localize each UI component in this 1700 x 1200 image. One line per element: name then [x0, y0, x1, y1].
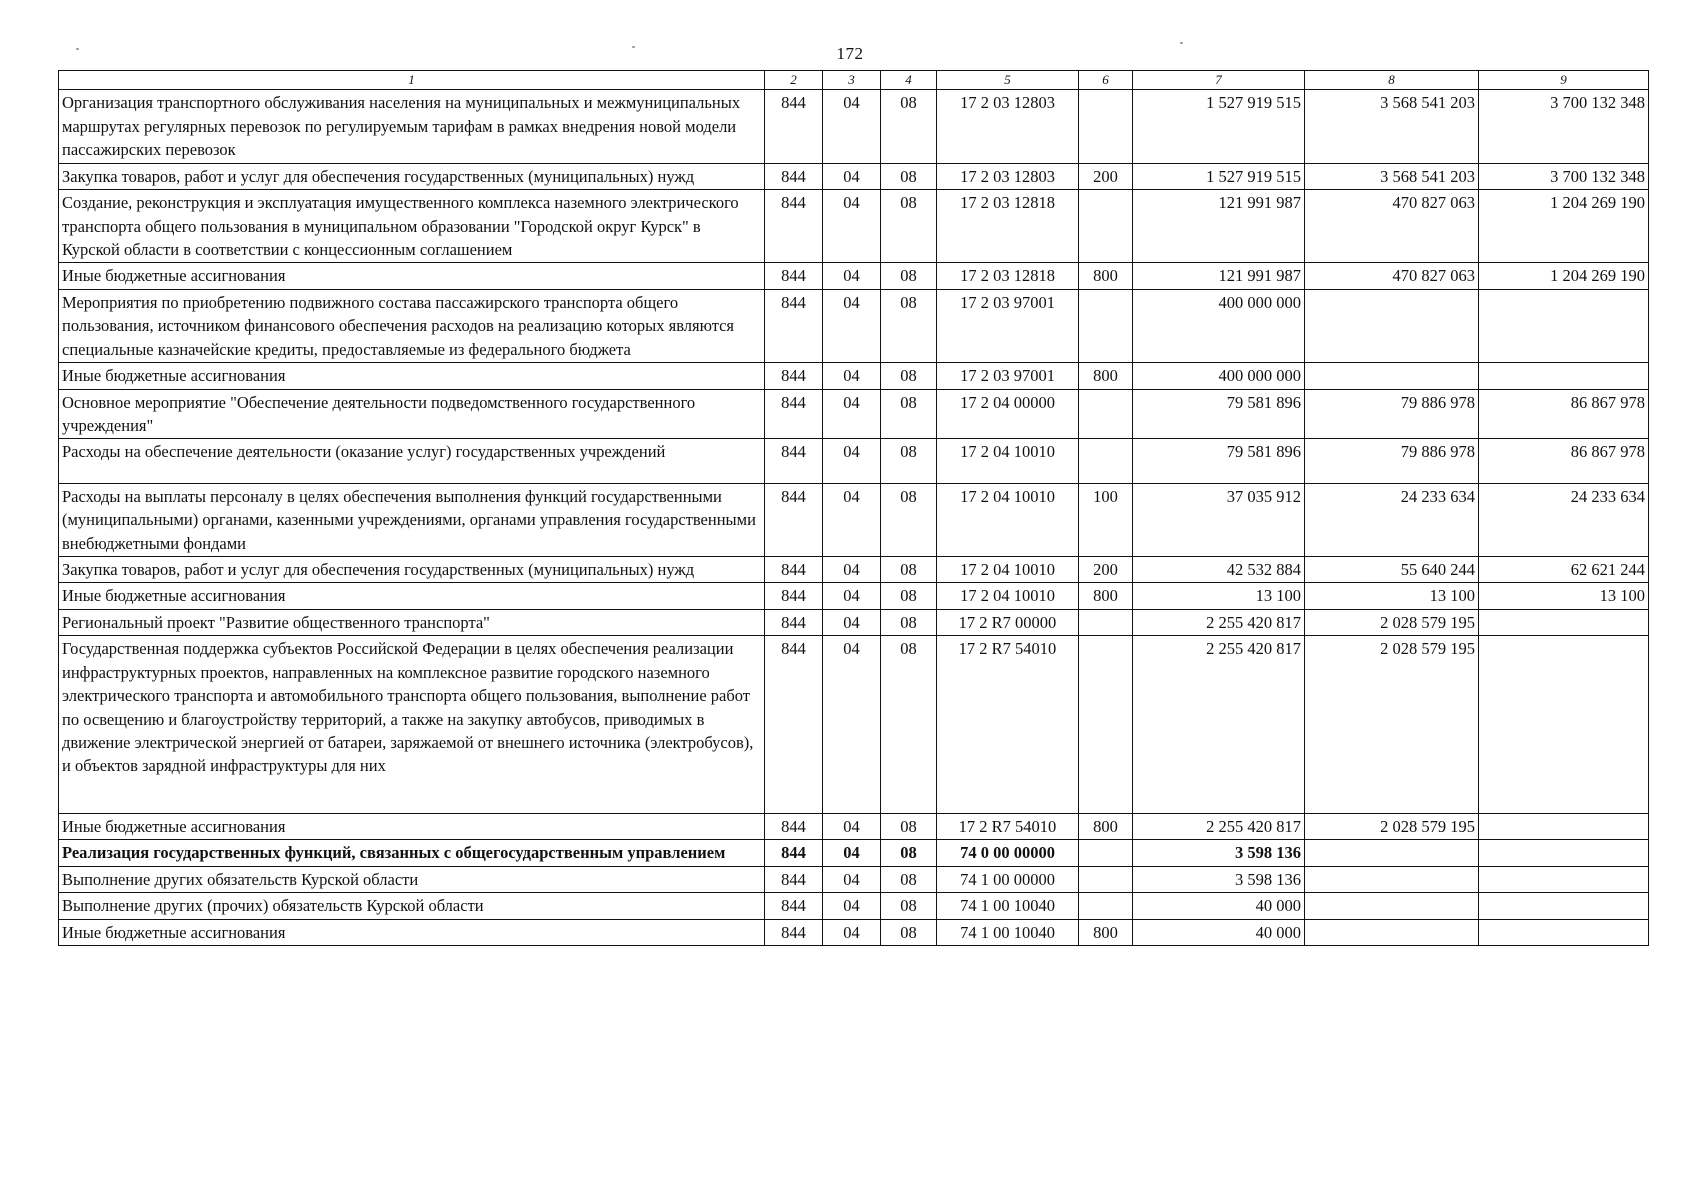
row-subsection: 08 [881, 263, 937, 289]
row-target-article: 17 2 03 12818 [937, 263, 1079, 289]
row-section: 04 [823, 190, 881, 263]
row-amount-year-3: 24 233 634 [1479, 483, 1649, 556]
row-expense-type: 200 [1079, 163, 1133, 189]
row-amount-year-2: 24 233 634 [1305, 483, 1479, 556]
row-subsection: 08 [881, 190, 937, 263]
row-expense-type: 100 [1079, 483, 1133, 556]
row-gov-code: 844 [765, 813, 823, 839]
row-expense-type [1079, 840, 1133, 866]
row-section: 04 [823, 557, 881, 583]
row-section: 04 [823, 583, 881, 609]
row-expense-type: 800 [1079, 919, 1133, 945]
row-amount-year-1: 3 598 136 [1133, 866, 1305, 892]
row-amount-year-1: 2 255 420 817 [1133, 636, 1305, 814]
row-gov-code: 844 [765, 163, 823, 189]
header-row [59, 71, 1649, 90]
table-row [59, 90, 1649, 163]
row-name: Реализация государственных функций, связанных с общегосударственным управлением [59, 840, 765, 866]
row-expense-type [1079, 866, 1133, 892]
row-target-article: 17 2 04 00000 [937, 389, 1079, 439]
row-amount-year-1: 1 527 919 515 [1133, 163, 1305, 189]
row-target-article: 17 2 04 10010 [937, 483, 1079, 556]
row-amount-year-3: 3 700 132 348 [1479, 90, 1649, 163]
row-expense-type [1079, 439, 1133, 483]
row-section: 04 [823, 609, 881, 635]
row-subsection: 08 [881, 163, 937, 189]
row-expense-type: 800 [1079, 263, 1133, 289]
row-target-article: 74 0 00 00000 [937, 840, 1079, 866]
row-target-article: 17 2 03 12818 [937, 190, 1079, 263]
row-section: 04 [823, 389, 881, 439]
row-gov-code: 844 [765, 866, 823, 892]
row-amount-year-1: 1 527 919 515 [1133, 90, 1305, 163]
row-gov-code: 844 [765, 363, 823, 389]
row-expense-type: 200 [1079, 557, 1133, 583]
row-gov-code: 844 [765, 893, 823, 919]
table-row [59, 636, 1649, 814]
header-col-6: 6 [1079, 71, 1133, 90]
header-col-3: 3 [823, 71, 881, 90]
row-name: Закупка товаров, работ и услуг для обеспечения государственных (муниципальных) нужд [59, 557, 765, 583]
row-gov-code: 844 [765, 557, 823, 583]
row-amount-year-2: 13 100 [1305, 583, 1479, 609]
row-subsection: 08 [881, 866, 937, 892]
row-amount-year-3 [1479, 609, 1649, 635]
table-row [59, 190, 1649, 263]
row-subsection: 08 [881, 609, 937, 635]
header-col-1: 1 [59, 71, 765, 90]
row-amount-year-3 [1479, 636, 1649, 814]
row-amount-year-1: 40 000 [1133, 893, 1305, 919]
row-name: Организация транспортного обслуживания населения на муниципальных и межмуниципальных маршрутах регулярных перевозок по регулируемым тарифам в рамках внедрения новой модели пассажирских перевозок [59, 90, 765, 163]
row-name: Создание, реконструкция и эксплуатация имущественного комплекса наземного электрического транспорта общего пользования в муниципальном образовании "Городской округ Курск" в Курской области в соответствии с концессионным соглашением [59, 190, 765, 263]
row-name: Выполнение других обязательств Курской области [59, 866, 765, 892]
row-section: 04 [823, 90, 881, 163]
row-amount-year-3 [1479, 840, 1649, 866]
row-amount-year-1: 42 532 884 [1133, 557, 1305, 583]
row-amount-year-2: 3 568 541 203 [1305, 163, 1479, 189]
row-section: 04 [823, 289, 881, 362]
header-col-8: 8 [1305, 71, 1479, 90]
row-subsection: 08 [881, 483, 937, 556]
row-amount-year-3: 1 204 269 190 [1479, 263, 1649, 289]
row-subsection: 08 [881, 583, 937, 609]
table-body [59, 90, 1649, 946]
row-section: 04 [823, 263, 881, 289]
table-row [59, 583, 1649, 609]
row-subsection: 08 [881, 893, 937, 919]
row-target-article: 17 2 04 10010 [937, 583, 1079, 609]
row-amount-year-1: 79 581 896 [1133, 389, 1305, 439]
row-amount-year-1: 40 000 [1133, 919, 1305, 945]
row-amount-year-3: 86 867 978 [1479, 439, 1649, 483]
row-section: 04 [823, 866, 881, 892]
row-amount-year-2: 2 028 579 195 [1305, 813, 1479, 839]
row-amount-year-1: 13 100 [1133, 583, 1305, 609]
table-row [59, 557, 1649, 583]
row-amount-year-2: 470 827 063 [1305, 190, 1479, 263]
table-row [59, 893, 1649, 919]
row-section: 04 [823, 840, 881, 866]
row-amount-year-3: 3 700 132 348 [1479, 163, 1649, 189]
row-name: Расходы на выплаты персоналу в целях обеспечения выполнения функций государственными (муниципальными) органами, казенными учреждениями, органами управления государственными внебюджетными фондами [59, 483, 765, 556]
table-row [59, 363, 1649, 389]
row-amount-year-2: 55 640 244 [1305, 557, 1479, 583]
row-target-article: 17 2 03 97001 [937, 289, 1079, 362]
row-section: 04 [823, 813, 881, 839]
row-target-article: 17 2 R7 54010 [937, 813, 1079, 839]
row-amount-year-3 [1479, 289, 1649, 362]
row-expense-type [1079, 90, 1133, 163]
header-col-9: 9 [1479, 71, 1649, 90]
row-amount-year-3: 1 204 269 190 [1479, 190, 1649, 263]
row-gov-code: 844 [765, 389, 823, 439]
header-col-2: 2 [765, 71, 823, 90]
row-section: 04 [823, 919, 881, 945]
row-gov-code: 844 [765, 483, 823, 556]
row-expense-type [1079, 636, 1133, 814]
row-section: 04 [823, 483, 881, 556]
table-row [59, 840, 1649, 866]
row-expense-type [1079, 389, 1133, 439]
row-name: Иные бюджетные ассигнования [59, 813, 765, 839]
row-subsection: 08 [881, 557, 937, 583]
row-target-article: 17 2 R7 54010 [937, 636, 1079, 814]
row-amount-year-3 [1479, 866, 1649, 892]
row-gov-code: 844 [765, 919, 823, 945]
row-name: Региональный проект "Развитие общественного транспорта" [59, 609, 765, 635]
row-amount-year-2 [1305, 919, 1479, 945]
row-amount-year-1: 79 581 896 [1133, 439, 1305, 483]
row-amount-year-2: 79 886 978 [1305, 389, 1479, 439]
row-gov-code: 844 [765, 289, 823, 362]
row-name: Мероприятия по приобретению подвижного состава пассажирского транспорта общего пользования, источником финансового обеспечения расходов на реализацию которых являются специальные казначейские кредиты, предоставляемые из федерального бюджета [59, 289, 765, 362]
table-row [59, 813, 1649, 839]
row-subsection: 08 [881, 636, 937, 814]
row-name: Иные бюджетные ассигнования [59, 583, 765, 609]
table-row [59, 483, 1649, 556]
row-subsection: 08 [881, 389, 937, 439]
row-target-article: 17 2 03 12803 [937, 163, 1079, 189]
row-amount-year-1: 2 255 420 817 [1133, 609, 1305, 635]
row-amount-year-2: 79 886 978 [1305, 439, 1479, 483]
row-subsection: 08 [881, 90, 937, 163]
row-amount-year-3 [1479, 919, 1649, 945]
row-expense-type [1079, 893, 1133, 919]
row-expense-type [1079, 289, 1133, 362]
row-target-article: 74 1 00 10040 [937, 893, 1079, 919]
row-subsection: 08 [881, 919, 937, 945]
row-amount-year-1: 2 255 420 817 [1133, 813, 1305, 839]
row-gov-code: 844 [765, 583, 823, 609]
row-amount-year-1: 400 000 000 [1133, 363, 1305, 389]
row-amount-year-2 [1305, 866, 1479, 892]
budget-table [58, 70, 1649, 946]
row-amount-year-1: 37 035 912 [1133, 483, 1305, 556]
row-amount-year-3 [1479, 813, 1649, 839]
header-col-5: 5 [937, 71, 1079, 90]
row-name: Закупка товаров, работ и услуг для обеспечения государственных (муниципальных) нужд [59, 163, 765, 189]
row-gov-code: 844 [765, 840, 823, 866]
row-target-article: 17 2 R7 00000 [937, 609, 1079, 635]
row-target-article: 17 2 04 10010 [937, 439, 1079, 483]
table-row [59, 389, 1649, 439]
row-amount-year-2 [1305, 840, 1479, 866]
row-name: Расходы на обеспечение деятельности (оказание услуг) государственных учреждений [59, 439, 765, 483]
row-subsection: 08 [881, 813, 937, 839]
header-col-4: 4 [881, 71, 937, 90]
table-row [59, 609, 1649, 635]
row-amount-year-2: 3 568 541 203 [1305, 90, 1479, 163]
row-expense-type [1079, 609, 1133, 635]
header-col-7: 7 [1133, 71, 1305, 90]
row-expense-type: 800 [1079, 363, 1133, 389]
row-amount-year-1: 121 991 987 [1133, 190, 1305, 263]
row-amount-year-2 [1305, 363, 1479, 389]
row-name: Иные бюджетные ассигнования [59, 919, 765, 945]
row-amount-year-2 [1305, 289, 1479, 362]
row-name: Иные бюджетные ассигнования [59, 363, 765, 389]
row-gov-code: 844 [765, 609, 823, 635]
row-target-article: 17 2 03 12803 [937, 90, 1079, 163]
row-target-article: 74 1 00 10040 [937, 919, 1079, 945]
row-amount-year-3: 86 867 978 [1479, 389, 1649, 439]
row-target-article: 17 2 03 97001 [937, 363, 1079, 389]
page-number: 172 [836, 44, 864, 63]
row-amount-year-3 [1479, 893, 1649, 919]
row-amount-year-2: 2 028 579 195 [1305, 636, 1479, 814]
row-expense-type: 800 [1079, 813, 1133, 839]
row-subsection: 08 [881, 363, 937, 389]
row-subsection: 08 [881, 289, 937, 362]
row-subsection: 08 [881, 840, 937, 866]
row-expense-type: 800 [1079, 583, 1133, 609]
row-name: Иные бюджетные ассигнования [59, 263, 765, 289]
table-row [59, 866, 1649, 892]
row-gov-code: 844 [765, 190, 823, 263]
table-row [59, 263, 1649, 289]
row-target-article: 17 2 04 10010 [937, 557, 1079, 583]
row-target-article: 74 1 00 00000 [937, 866, 1079, 892]
row-name: Выполнение других (прочих) обязательств Курской области [59, 893, 765, 919]
table-row [59, 163, 1649, 189]
row-section: 04 [823, 893, 881, 919]
row-section: 04 [823, 163, 881, 189]
row-amount-year-2: 470 827 063 [1305, 263, 1479, 289]
row-expense-type [1079, 190, 1133, 263]
table-row [59, 439, 1649, 483]
row-section: 04 [823, 636, 881, 814]
row-amount-year-1: 400 000 000 [1133, 289, 1305, 362]
row-amount-year-3: 62 621 244 [1479, 557, 1649, 583]
row-gov-code: 844 [765, 90, 823, 163]
row-amount-year-1: 3 598 136 [1133, 840, 1305, 866]
row-name: Государственная поддержка субъектов Российской Федерации в целях обеспечения реализации инфраструктурных проектов, направленных на комплексное развитие городского наземного электрического транспорта и автомобильного транспорта общего пользования, выполнение работ по освещению и благоустройству территорий, а также на закупку автобусов, приводимых в движение электрической энергией от батареи, заряжаемой от внешнего источника (электробусов), и объектов зарядной инфраструктуры для них [59, 636, 765, 814]
row-amount-year-1: 121 991 987 [1133, 263, 1305, 289]
row-amount-year-3 [1479, 363, 1649, 389]
row-gov-code: 844 [765, 439, 823, 483]
row-gov-code: 844 [765, 636, 823, 814]
row-amount-year-3: 13 100 [1479, 583, 1649, 609]
row-section: 04 [823, 439, 881, 483]
row-amount-year-2 [1305, 893, 1479, 919]
row-name: Основное мероприятие "Обеспечение деятельности подведомственного государственного учреждения" [59, 389, 765, 439]
row-subsection: 08 [881, 439, 937, 483]
row-gov-code: 844 [765, 263, 823, 289]
row-amount-year-2: 2 028 579 195 [1305, 609, 1479, 635]
table-row [59, 289, 1649, 362]
table-row [59, 919, 1649, 945]
row-section: 04 [823, 363, 881, 389]
